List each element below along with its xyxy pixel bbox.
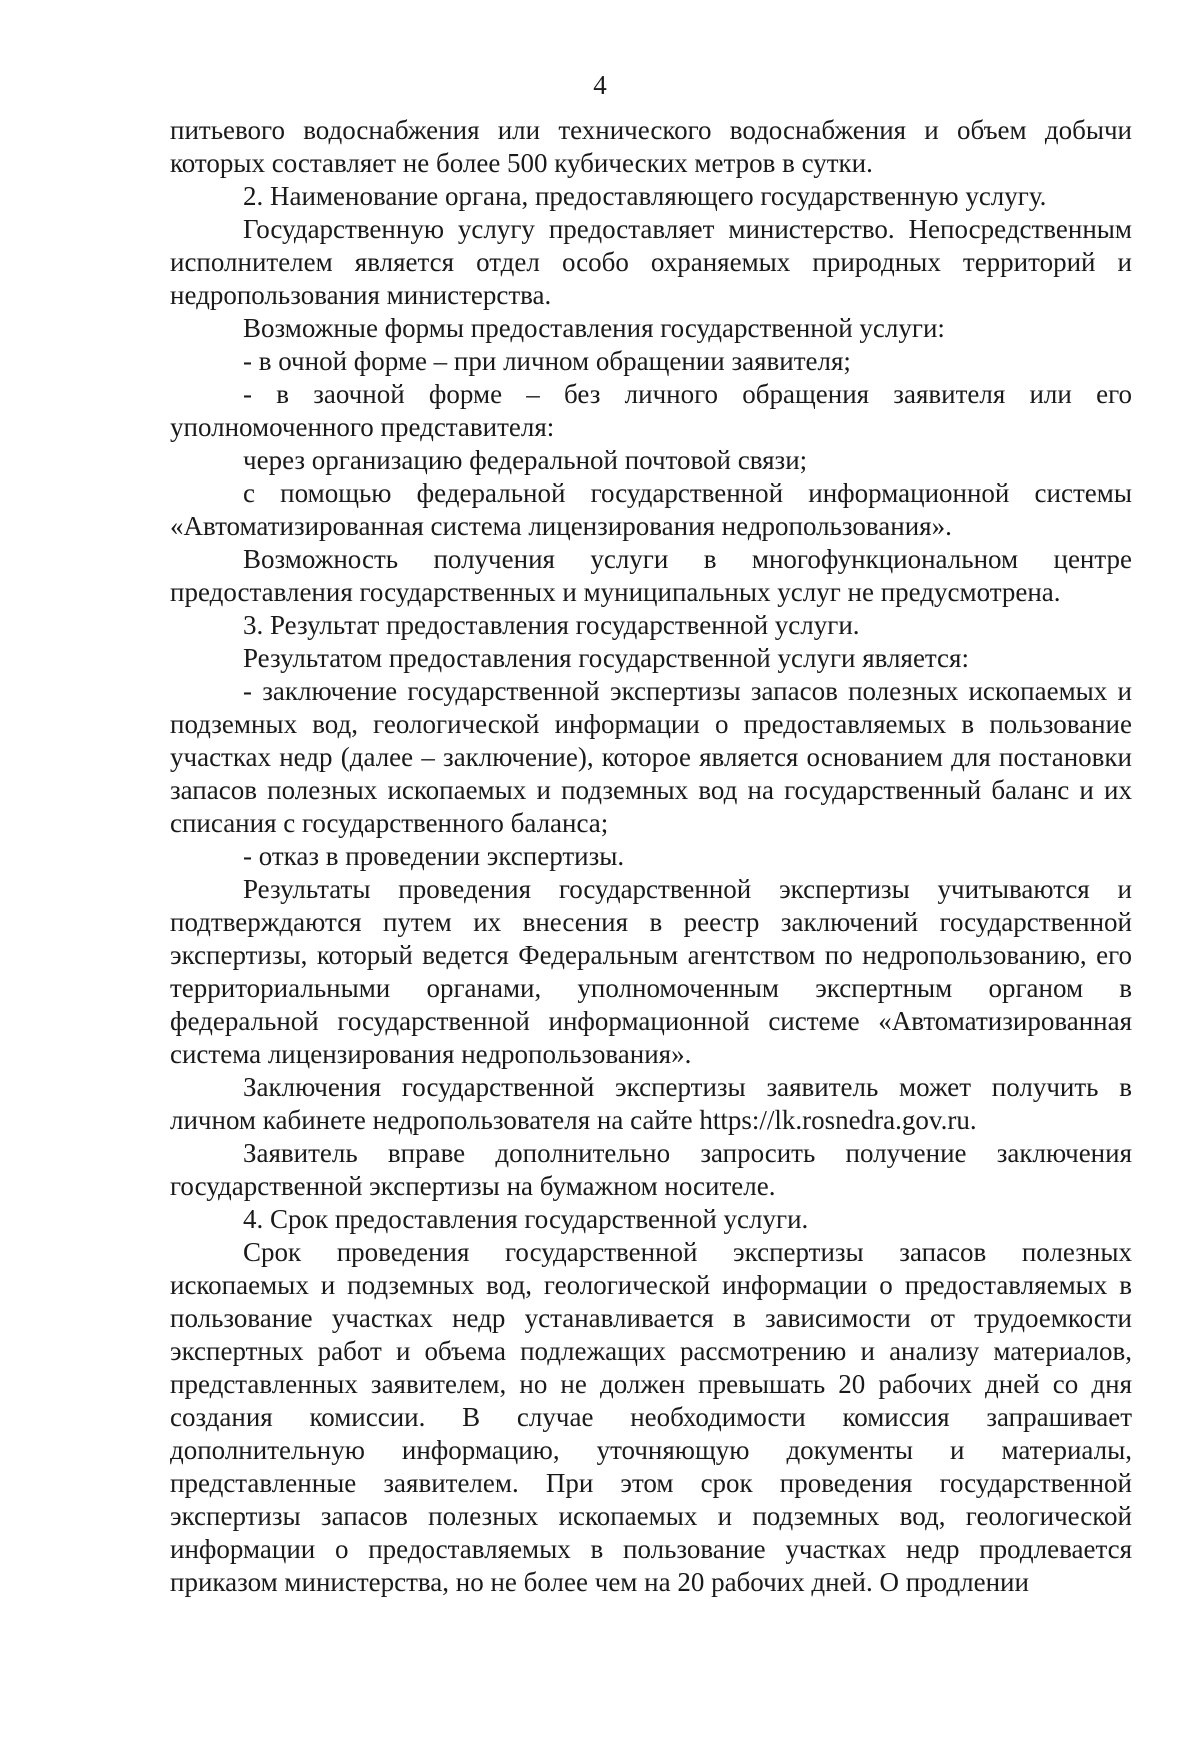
paragraph: Результатом предоставления государственной услуги является: — [243, 643, 969, 673]
paragraph: Результаты проведения государственной экспертизы учитываются и подтверждаются путем их внесения в реестр заключений государственной экспертизы, который ведется Федеральным агентством по недропользованию, его территориальными органами, уполномоченным экспертным органом в федеральной государственной информационной системе «Автоматизированная система лицензирования недропользования». — [170, 874, 1132, 1069]
document-body — [170, 114, 1132, 1599]
list-item: - отказ в проведении экспертизы. — [243, 841, 625, 871]
paragraph: Заявитель вправе дополнительно запросить получение заключения государственной экспертизы на бумажном носителе. — [170, 1138, 1132, 1201]
paragraph: питьевого водоснабжения или технического водоснабжения и объем добычи которых составляет не более 500 кубических метров в сутки. — [170, 115, 1132, 178]
paragraph: Заключения государственной экспертизы заявитель может получить в личном кабинете недропользователя на сайте https://lk.rosnedra.gov.ru. — [170, 1072, 1132, 1135]
page-number: 4 — [593, 70, 607, 100]
section-heading: 2. Наименование органа, предоставляющего государственную услугу. — [243, 181, 1047, 211]
paragraph: Возможность получения услуги в многофункциональном центре предоставления государственных и муниципальных услуг не предусмотрена. — [170, 544, 1132, 607]
section-heading: 4. Срок предоставления государственной услуги. — [243, 1204, 809, 1234]
list-item: - заключение государственной экспертизы запасов полезных ископаемых и подземных вод, геологической информации о предоставляемых в пользование участках недр (далее – заключение), которое является основанием для постановки запасов полезных ископаемых и подземных вод на государственный баланс и их списания с государственного баланса; — [170, 676, 1132, 838]
paragraph: Государственную услугу предоставляет министерство. Непосредственным исполнителем является отдел особо охраняемых природных территорий и недропользования министерства. — [170, 214, 1132, 310]
list-item: через организацию федеральной почтовой связи; — [243, 445, 808, 475]
paragraph: Возможные формы предоставления государственной услуги: — [243, 313, 945, 343]
list-item: с помощью федеральной государственной информационной системы «Автоматизированная система лицензирования недропользования». — [170, 478, 1132, 541]
list-item: - в очной форме – при личном обращении заявителя; — [243, 346, 851, 376]
list-item: - в заочной форме – без личного обращения заявителя или его уполномоченного представителя: — [170, 379, 1132, 442]
paragraph: Срок проведения государственной экспертизы запасов полезных ископаемых и подземных вод, геологической информации о предоставляемых в пользование участках недр устанавливается в зависимости от трудоемкости экспертных работ и объема подлежащих рассмотрению и анализу материалов, представленных заявителем, но не должен превышать 20 рабочих дней со дня создания комиссии. В случае необходимости комиссия запрашивает дополнительную информацию, уточняющую документы и материалы, представленные заявителем. При этом срок проведения государственной экспертизы запасов полезных ископаемых и подземных вод, геологической информации о предоставляемых в пользование участках недр продлевается приказом министерства, но не более чем на 20 рабочих дней. О продлении — [170, 1237, 1132, 1597]
section-heading: 3. Результат предоставления государственной услуги. — [243, 610, 860, 640]
